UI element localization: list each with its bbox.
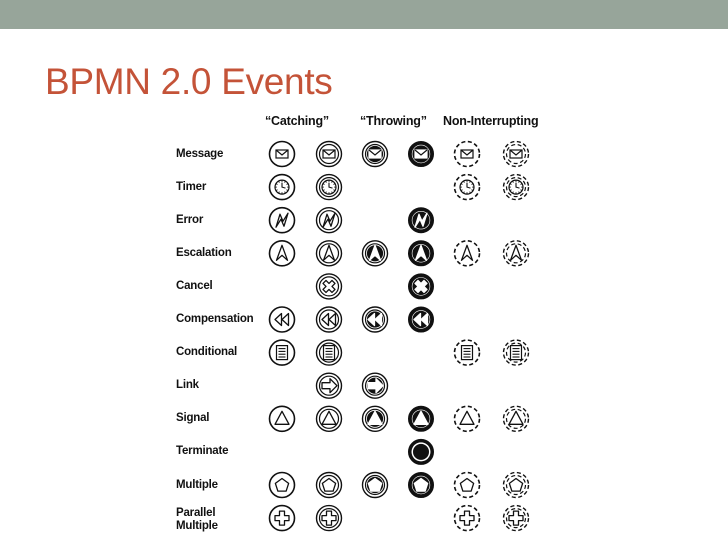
event-symbol-rewind-start [270,307,295,332]
event-symbol-clock-start-dashed [455,175,480,200]
row-label-conditional: Conditional [176,346,238,359]
event-symbol-triangle-intermediate-dashed [504,406,529,431]
event-symbol-triangle-intermediate-filled [363,406,388,431]
column-header-throwing: “Throwing” [360,114,427,128]
row-label-multiple: Multiple [176,478,218,491]
row-label-message: Message [176,147,224,160]
event-symbol-arrowhead-intermediate [317,241,342,266]
event-symbol-plus-intermediate [317,506,342,531]
event-symbol-lightning-start [270,208,295,233]
envelope-icon [369,150,381,158]
event-symbol-pentagon-start [270,473,295,498]
event-symbol-envelope-intermediate-filled [363,142,388,167]
column-header-catching: “Catching” [265,114,329,128]
row-label-parallel-multiple: Parallel Multiple [176,507,218,533]
event-symbol-triangle-end [409,406,434,431]
event-symbol-pentagon-end [409,473,434,498]
event-symbol-envelope-intermediate [317,142,342,167]
event-symbol-envelope-start-dashed [455,142,480,167]
row-label-compensation: Compensation [176,313,254,325]
slide-title: BPMN 2.0 Events [45,61,333,102]
event-symbol-x-end [409,274,434,299]
event-symbol-arrowhead-start-dashed [455,241,480,266]
event-symbol-pentagon-intermediate-filled [363,473,388,498]
event-symbol-triangle-intermediate [317,406,342,431]
event-symbol-envelope-end [409,142,434,167]
event-symbol-triangle-start [270,406,295,431]
event-symbol-lightning-end [409,208,434,233]
event-symbol-document-intermediate-dashed [504,340,529,365]
event-symbol-rewind-end [409,307,434,332]
event-symbol-plus-intermediate-dashed [504,506,529,531]
event-symbol-arrowhead-intermediate-dashed [504,241,529,266]
row-label-link: Link [176,379,199,392]
event-symbol-triangle-start-dashed [455,406,480,431]
row-label-signal: Signal [176,412,210,425]
event-symbol-pentagon-start-dashed [455,473,480,498]
dot-icon [413,444,429,460]
event-symbol-arrow-right-intermediate-filled [363,373,388,398]
event-symbol-arrowhead-intermediate-filled [363,241,388,266]
event-symbol-clock-start [270,175,295,200]
row-label-timer: Timer [176,180,207,193]
event-symbol-arrowhead-start [270,241,295,266]
event-symbol-pentagon-intermediate-dashed [504,473,529,498]
event-symbol-dot-end [409,439,434,464]
event-symbol-plus-start [270,506,295,531]
envelope-icon [415,150,427,158]
event-symbol-x-intermediate [317,274,342,299]
event-symbol-pentagon-intermediate [317,473,342,498]
event-symbol-rewind-intermediate [317,307,342,332]
event-symbol-document-start [270,340,295,365]
row-label-error: Error [176,213,204,226]
event-symbol-arrowhead-end [409,241,434,266]
event-symbol-document-start-dashed [455,340,480,365]
event-symbol-clock-intermediate [317,175,342,200]
event-symbol-envelope-start [270,142,295,167]
event-symbol-rewind-intermediate-filled [363,307,388,332]
event-symbol-clock-intermediate-dashed [504,175,529,200]
row-label-terminate: Terminate [176,445,229,458]
event-symbol-envelope-intermediate-dashed [504,142,529,167]
row-label-escalation: Escalation [176,246,232,259]
event-symbol-lightning-intermediate [317,208,342,233]
event-symbol-document-intermediate [317,340,342,365]
event-symbol-plus-start-dashed [455,506,480,531]
event-symbol-arrow-right-intermediate [317,373,342,398]
column-header-non-interrupting: Non-Interrupting [443,114,539,128]
row-label-cancel: Cancel [176,279,213,292]
